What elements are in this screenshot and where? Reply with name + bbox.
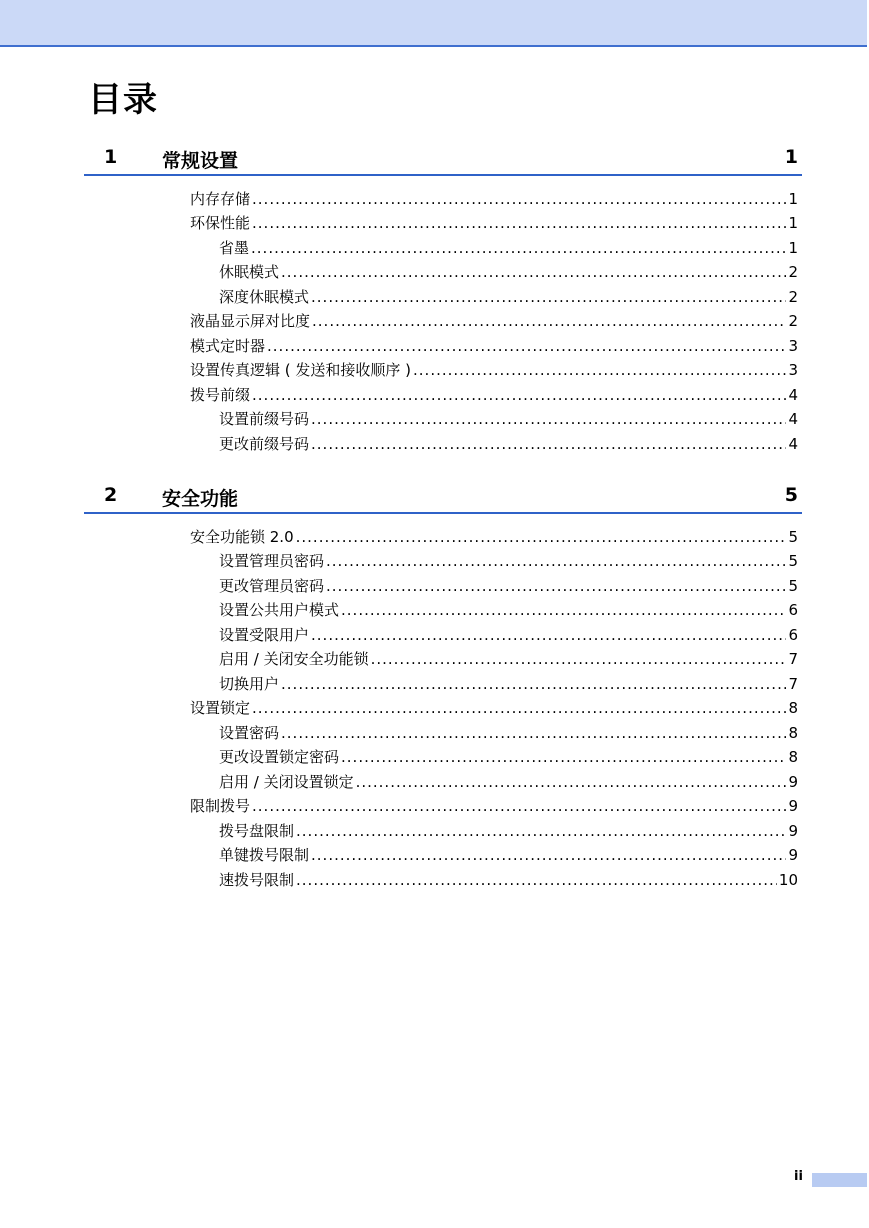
toc-entry-page: 4 [788, 434, 798, 453]
toc-entry-title: 单键拨号限制 [219, 846, 310, 864]
dot-leader [371, 650, 787, 668]
dot-leader [341, 601, 786, 619]
dot-leader [311, 435, 786, 453]
toc-entry[interactable] [190, 330, 798, 355]
toc-entry-title: 启用 / 关闭安全功能锁 [219, 650, 369, 668]
toc-entry-page: 2 [788, 263, 798, 281]
toc-entry-page: 9 [788, 846, 798, 864]
chapter-title: 常规设置 [162, 150, 239, 172]
dot-leader [252, 190, 786, 208]
toc-entry-title: 省墨 [219, 238, 250, 257]
toc-entry-title: 安全功能锁 2.0 [190, 527, 294, 546]
toc-entry-page: 5 [788, 552, 798, 570]
toc-entry-page: 5 [788, 576, 798, 595]
toc-entry[interactable] [190, 644, 798, 669]
header-band [0, 0, 867, 47]
toc-entry[interactable] [190, 208, 798, 233]
dot-leader [267, 337, 786, 355]
dot-leader [252, 797, 786, 815]
toc-entry-title: 环保性能 [190, 214, 251, 232]
toc-entry-page: 8 [788, 723, 798, 742]
toc-entry-page: 6 [788, 601, 798, 619]
dot-leader [326, 577, 786, 595]
toc-entry[interactable] [190, 183, 798, 208]
dot-leader [296, 822, 786, 840]
footer-tab [812, 1173, 867, 1187]
toc-entry[interactable] [190, 766, 798, 791]
toc-entry-page: 6 [788, 625, 798, 644]
dot-leader [311, 410, 786, 428]
toc-entry[interactable] [190, 521, 798, 546]
dot-leader [252, 214, 786, 232]
toc-entry[interactable] [190, 379, 798, 404]
toc-entry-page: 9 [788, 797, 798, 815]
toc-entry[interactable] [190, 281, 798, 306]
toc-entry-page: 2 [788, 287, 798, 306]
toc-entry-title: 设置受限用户 [219, 625, 310, 644]
toc-entry-page: 7 [788, 674, 798, 693]
dot-leader [281, 263, 786, 281]
toc-entry-page: 9 [788, 821, 798, 840]
toc-entry-page: 8 [788, 748, 798, 766]
chapter-number: 1 [104, 146, 118, 168]
toc-entry-title: 更改管理员密码 [219, 576, 325, 595]
toc-entry[interactable] [190, 306, 798, 331]
dot-leader [312, 312, 786, 330]
dot-leader [311, 288, 786, 306]
dot-leader [341, 748, 786, 766]
toc-entry-page: 1 [788, 189, 798, 208]
toc-entry-page: 1 [788, 214, 798, 232]
toc-entry-title: 休眠模式 [219, 263, 280, 281]
toc-entry-title: 限制拨号 [190, 797, 251, 815]
toc-entry-title: 速拨号限制 [219, 870, 295, 889]
toc-entry-page: 10 [778, 870, 798, 889]
page-title: 目录 [88, 80, 158, 120]
toc-entry-title: 拨号盘限制 [219, 821, 295, 840]
toc-entry[interactable] [190, 355, 798, 380]
toc-entry-page: 1 [788, 238, 798, 257]
toc-entry-title: 设置管理员密码 [219, 552, 325, 570]
toc-entry-page: 8 [788, 699, 798, 717]
toc-entry[interactable] [190, 815, 798, 840]
dot-leader [326, 552, 786, 570]
toc-entry[interactable] [190, 864, 798, 889]
toc-entry-page: 7 [788, 650, 798, 668]
toc-entry-page: 4 [788, 385, 798, 404]
toc-entry-title: 设置前缀号码 [219, 410, 310, 428]
toc-entry[interactable] [190, 428, 798, 453]
toc-entry[interactable] [190, 257, 798, 282]
toc-entry[interactable] [190, 717, 798, 742]
toc-entry-page: 9 [788, 772, 798, 791]
footer-page-number: ii [794, 1169, 803, 1184]
toc-entry[interactable] [190, 742, 798, 767]
toc-entries-chapter-1 [190, 183, 798, 453]
chapter-page: 5 [784, 484, 798, 506]
dot-leader [311, 846, 786, 864]
toc-entry[interactable] [190, 840, 798, 865]
dot-leader [251, 239, 786, 257]
toc-entry[interactable] [190, 693, 798, 718]
toc-entry-title: 设置密码 [219, 723, 280, 742]
dot-leader [296, 871, 777, 889]
chapter-number: 2 [104, 484, 118, 506]
chapter-heading[interactable] [84, 146, 802, 176]
toc-entry[interactable] [190, 619, 798, 644]
toc-entry-page: 5 [788, 527, 798, 546]
chapter-title: 安全功能 [162, 488, 239, 510]
toc-entry[interactable] [190, 791, 798, 816]
toc-entry-page: 3 [788, 336, 798, 355]
toc-entry-title: 深度休眠模式 [219, 287, 310, 306]
toc-entry[interactable] [190, 404, 798, 429]
toc-entry-title: 切换用户 [219, 674, 280, 693]
dot-leader [252, 699, 786, 717]
chapter-heading[interactable] [84, 484, 802, 514]
toc-entry[interactable] [190, 595, 798, 620]
toc-entry-title: 更改设置锁定密码 [219, 748, 340, 766]
toc-entry-title: 启用 / 关闭设置锁定 [219, 772, 354, 791]
toc-entry-page: 4 [788, 410, 798, 428]
dot-leader [281, 724, 786, 742]
toc-entry-page: 3 [788, 361, 798, 379]
toc-entry[interactable] [190, 232, 798, 257]
dot-leader [356, 773, 787, 791]
toc-entry-title: 更改前缀号码 [219, 434, 310, 453]
toc-entry-title: 设置锁定 [190, 699, 251, 717]
dot-leader [296, 528, 787, 546]
toc-entry[interactable] [190, 668, 798, 693]
toc-entry[interactable] [190, 570, 798, 595]
dot-leader [252, 386, 786, 404]
toc-entry-title: 设置传真逻辑 ( 发送和接收顺序 ) [190, 361, 412, 379]
toc-entry[interactable] [190, 546, 798, 571]
toc-entries-chapter-2 [190, 521, 798, 889]
toc-entry-title: 拨号前缀 [190, 385, 251, 404]
toc-entry-title: 模式定时器 [190, 336, 266, 355]
toc-entry-title: 设置公共用户模式 [219, 601, 340, 619]
toc-entry-title: 内存存储 [190, 189, 251, 208]
dot-leader [413, 361, 786, 379]
toc-entry-title: 液晶显示屏对比度 [190, 312, 311, 330]
toc-entry-page: 2 [788, 312, 798, 330]
dot-leader [311, 626, 786, 644]
chapter-page: 1 [784, 146, 798, 168]
dot-leader [281, 675, 786, 693]
